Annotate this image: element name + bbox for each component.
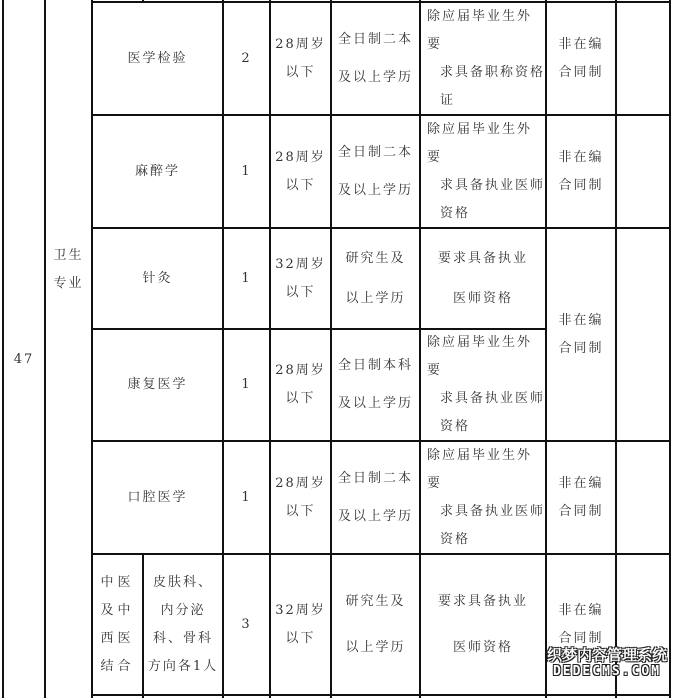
major-group-line: 及中 <box>100 602 135 618</box>
age-line: 28周岁 <box>275 475 326 491</box>
education-cell <box>332 116 419 227</box>
requirement-line: 求具备执业医师 <box>440 391 546 406</box>
category-line: 专业 <box>53 276 84 291</box>
contract-line: 合同制 <box>558 177 604 193</box>
contract-line: 合同制 <box>558 503 604 519</box>
age-line: 以下 <box>285 503 316 519</box>
major-text: 医学检验 <box>127 50 188 66</box>
requirement-cell <box>421 229 545 328</box>
contract-line: 非在编 <box>558 475 604 491</box>
count-text: 2 <box>241 50 252 66</box>
requirement-line: 资格 <box>440 205 471 221</box>
major-cell <box>93 442 222 553</box>
education-line: 全日制二本 <box>337 144 413 160</box>
contract-line: 非在编 <box>558 602 604 618</box>
requirement-cell <box>421 330 545 440</box>
requirement-line: 除应届毕业生外要 <box>427 447 533 491</box>
major-detail-line: 科、骨科 <box>152 630 213 646</box>
major-group-cell <box>93 555 142 694</box>
requirement-line: 证 <box>440 92 456 108</box>
requirement-line: 资格 <box>440 531 471 547</box>
age-line: 32周岁 <box>275 602 326 618</box>
age-cell <box>271 555 330 694</box>
requirement-line: 求具备职称资格 <box>440 64 546 80</box>
education-cell <box>332 330 419 440</box>
count-cell <box>224 3 269 114</box>
age-line: 28周岁 <box>275 149 326 165</box>
count-text: 1 <box>241 163 252 179</box>
education-line: 及以上学历 <box>337 396 413 411</box>
count-text: 1 <box>241 270 252 286</box>
contract-line: 合同制 <box>558 64 604 80</box>
row-number-text: 47 <box>13 352 35 367</box>
education-line: 及以上学历 <box>337 182 413 198</box>
requirement-line: 求具备执业医师 <box>440 503 546 519</box>
age-line: 32周岁 <box>275 256 326 272</box>
major-text: 针灸 <box>142 270 173 286</box>
requirement-cell <box>421 3 545 114</box>
count-text: 1 <box>241 489 252 505</box>
age-cell <box>271 442 330 553</box>
education-line: 研究生及 <box>345 593 406 609</box>
contract-cell <box>547 3 615 114</box>
contract-cell <box>547 116 615 227</box>
major-text: 康复医学 <box>127 377 188 392</box>
age-line: 以下 <box>285 391 316 406</box>
category-cell <box>46 0 91 540</box>
age-line: 以下 <box>285 630 316 646</box>
category-line: 卫生 <box>53 248 84 263</box>
age-cell <box>271 330 330 440</box>
requirement-cell <box>421 116 545 227</box>
major-text: 口腔医学 <box>127 489 188 505</box>
requirement-line: 求具备执业医师 <box>440 177 546 193</box>
contract-cell-merged <box>547 229 615 440</box>
education-cell <box>332 555 419 694</box>
contract-line: 非在编 <box>558 149 604 165</box>
requirement-line: 要求具备执业 <box>437 593 528 609</box>
count-cell <box>224 229 269 328</box>
major-cell <box>93 229 222 328</box>
education-line: 全日制二本 <box>337 470 413 486</box>
major-text: 麻醉学 <box>134 163 180 179</box>
count-cell <box>224 555 269 694</box>
row-number <box>4 0 44 698</box>
major-detail-line: 皮肤科、 <box>152 574 213 590</box>
requirement-line: 除应届毕业生外要 <box>427 335 533 378</box>
major-cell <box>93 116 222 227</box>
major-detail-cell <box>144 555 222 694</box>
requirement-line: 资格 <box>440 419 471 434</box>
education-cell <box>332 442 419 553</box>
watermark-title: 织梦内容管理系统 <box>546 646 667 664</box>
education-line: 全日制二本 <box>337 31 413 47</box>
education-line: 以上学历 <box>345 290 406 306</box>
count-text: 1 <box>241 377 252 392</box>
major-cell <box>93 330 222 440</box>
age-line: 28周岁 <box>275 36 326 52</box>
age-line: 28周岁 <box>275 363 326 378</box>
grid-line <box>91 694 671 696</box>
education-line: 以上学历 <box>345 639 406 655</box>
major-detail-line: 方向各1人 <box>147 658 219 674</box>
age-cell <box>271 229 330 328</box>
major-cell <box>93 3 222 114</box>
requirement-cell <box>421 555 545 694</box>
requirement-line: 除应届毕业生外要 <box>427 8 533 52</box>
count-cell <box>224 116 269 227</box>
age-cell <box>271 3 330 114</box>
major-detail-line: 内分泌 <box>160 602 206 618</box>
count-cell <box>224 442 269 553</box>
age-line: 以下 <box>285 177 316 193</box>
major-group-line: 结合 <box>100 658 135 674</box>
education-line: 研究生及 <box>345 250 406 266</box>
grid-line <box>615 0 617 698</box>
count-cell <box>224 330 269 440</box>
age-line: 以下 <box>285 284 316 300</box>
contract-line: 合同制 <box>558 340 604 356</box>
watermark <box>547 646 667 680</box>
major-group-line: 西医 <box>100 630 135 646</box>
requirement-cell <box>421 442 545 553</box>
requirement-line: 医师资格 <box>452 639 513 655</box>
major-group-line: 中医 <box>100 574 135 590</box>
count-text: 3 <box>241 616 252 632</box>
age-line: 以下 <box>285 64 316 80</box>
grid-line <box>669 0 671 698</box>
watermark-domain: DEDECMS.COM <box>552 664 662 679</box>
contract-line: 非在编 <box>558 36 604 52</box>
education-line: 及以上学历 <box>337 508 413 524</box>
education-cell <box>332 3 419 114</box>
education-line: 及以上学历 <box>337 69 413 85</box>
contract-line: 合同制 <box>558 630 604 646</box>
requirement-line: 要求具备执业 <box>437 250 528 266</box>
contract-cell <box>547 442 615 553</box>
education-cell <box>332 229 419 328</box>
requirement-line: 医师资格 <box>452 290 513 306</box>
contract-line: 非在编 <box>558 312 604 328</box>
age-cell <box>271 116 330 227</box>
education-line: 全日制本科 <box>337 358 413 373</box>
requirement-line: 除应届毕业生外要 <box>427 121 533 165</box>
